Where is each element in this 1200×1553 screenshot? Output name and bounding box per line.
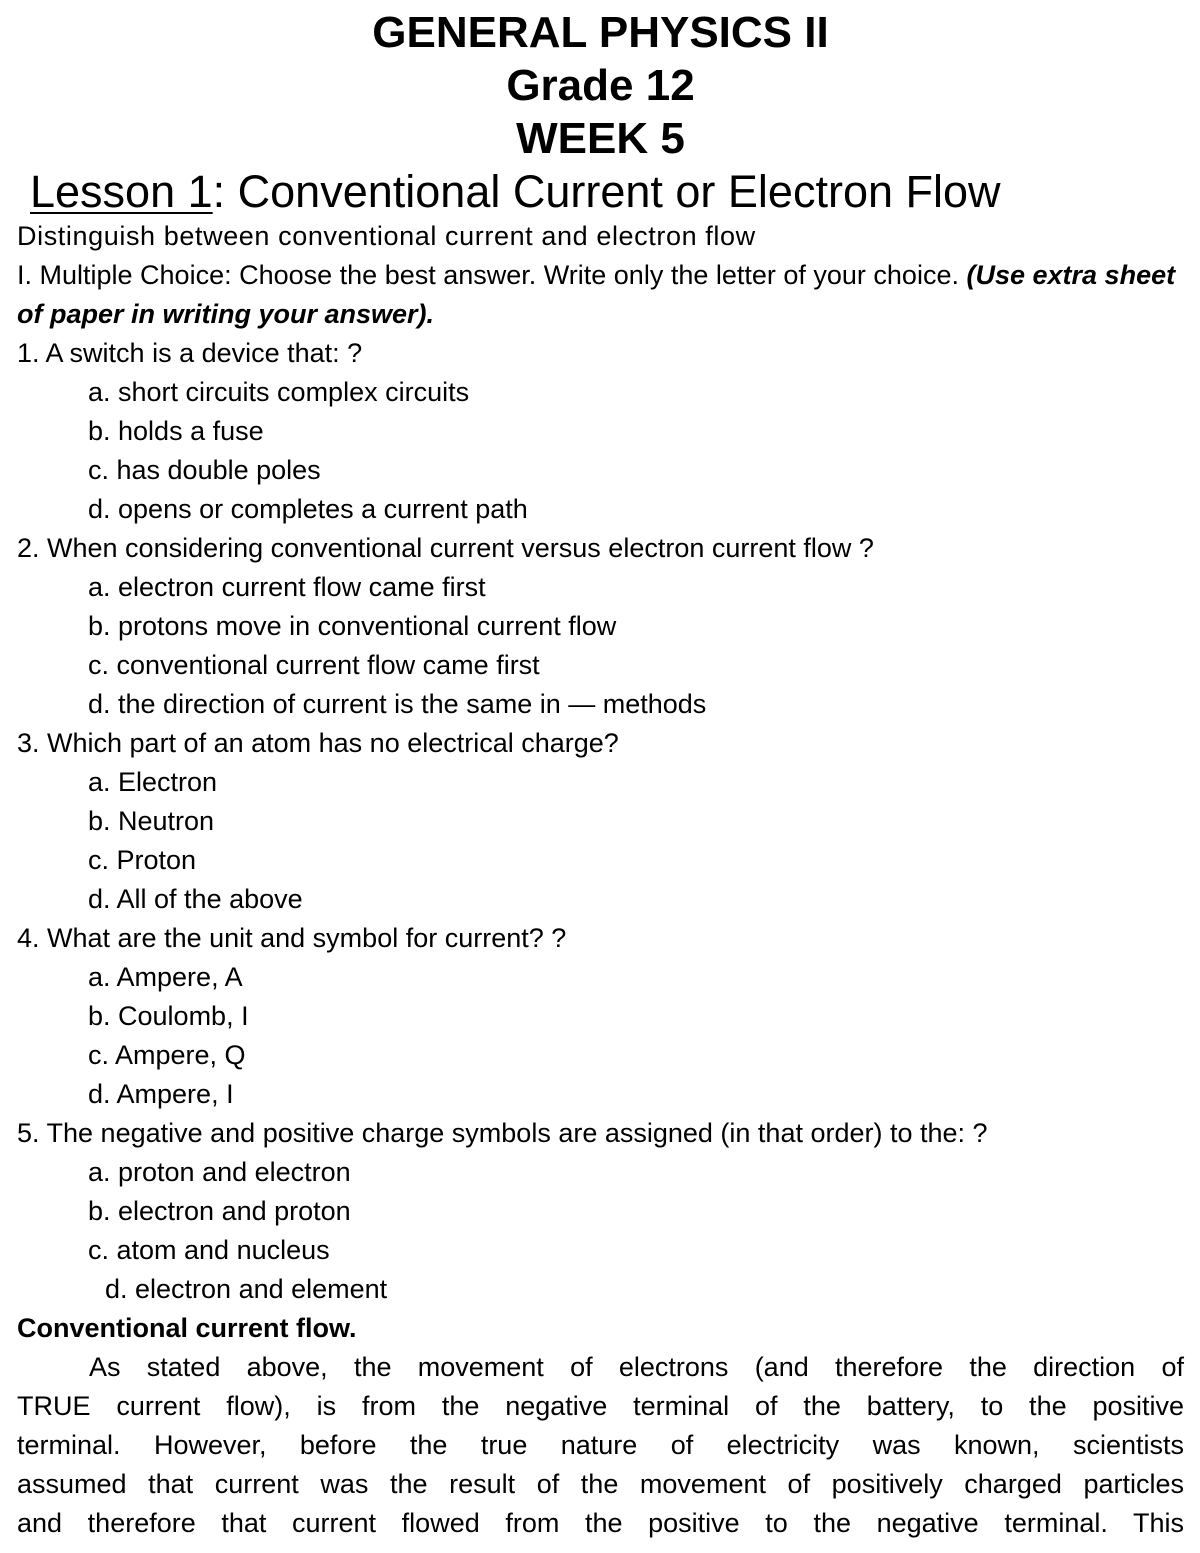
option-a: a. proton and electron — [88, 1157, 351, 1187]
option-b: b. holds a fuse — [88, 416, 264, 446]
lesson-separator: : — [212, 166, 226, 217]
paragraph-line-text: As stated above, the movement of electrons (and therefore the direction of — [89, 1352, 1184, 1382]
option-d: d. All of the above — [88, 884, 303, 914]
option-b: b. electron and proton — [88, 1196, 351, 1226]
lesson-label: Lesson 1 — [30, 166, 213, 217]
instructions-emphasis: (Use extra sheet of paper in writing your answer). — [17, 260, 1176, 329]
option-c: c. Proton — [88, 845, 197, 875]
option-b: b. Neutron — [88, 806, 215, 836]
option-a: a. short circuits complex circuits — [88, 377, 470, 407]
section-heading: Conventional current flow. — [17, 1313, 357, 1343]
question-stem: 4. What are the unit and symbol for current? ? — [17, 923, 567, 953]
grade-title: Grade 12 — [506, 61, 695, 110]
option-a: a. Electron — [88, 767, 218, 797]
instructions — [17, 256, 1184, 334]
paragraph-line: TRUE current flow), is from the negative terminal of the battery, to the positive — [17, 1391, 1184, 1421]
option-a: a. Ampere, A — [88, 962, 243, 992]
option-a: a. electron current flow came first — [88, 572, 486, 602]
question-stem: 1. A switch is a device that: ? — [17, 338, 363, 368]
question-stem: 3. Which part of an atom has no electrical charge? — [17, 728, 619, 758]
paragraph-line — [17, 1348, 1184, 1387]
lesson-title: Conventional Current or Electron Flow — [225, 166, 1001, 217]
option-c: c. has double poles — [88, 455, 321, 485]
option-c: c. Ampere, Q — [88, 1040, 246, 1070]
option-d: d. the direction of current is the same in — methods — [88, 689, 707, 719]
question-1 — [17, 334, 1184, 529]
question-stem: 2. When considering conventional current versus electron current flow ? — [17, 533, 874, 563]
section-paragraph — [17, 1348, 1184, 1543]
option-d: d. opens or completes a current path — [88, 494, 528, 524]
question-stem: 5. The negative and positive charge symbols are assigned (in that order) to the: ? — [17, 1118, 988, 1148]
option-c: c. atom and nucleus — [88, 1235, 330, 1265]
option-b: b. protons move in conventional current flow — [88, 611, 617, 641]
question-5 — [17, 1114, 1184, 1309]
subject-title: GENERAL PHYSICS II — [372, 8, 829, 57]
question-3 — [17, 724, 1184, 919]
option-d: d. electron and element — [105, 1274, 388, 1304]
question-4 — [17, 919, 1184, 1114]
instructions-text: I. Multiple Choice: Choose the best answer. Write only the letter of your choice. — [17, 260, 967, 290]
option-c: c. conventional current flow came first — [88, 650, 540, 680]
paragraph-line: and therefore that current flowed from the positive to the negative terminal. This — [17, 1508, 1184, 1538]
option-d: d. Ampere, I — [88, 1079, 234, 1109]
paragraph-line: terminal. However, before the true nature of electricity was known, scientists — [17, 1430, 1184, 1460]
option-b: b. Coulomb, I — [88, 1001, 249, 1031]
lesson-heading — [30, 167, 1184, 217]
learning-competency: Distinguish between conventional current and electron flow — [17, 221, 756, 251]
question-2 — [17, 529, 1184, 724]
week-title: WEEK 5 — [516, 114, 685, 163]
paragraph-line: assumed that current was the result of the movement of positively charged particles — [17, 1469, 1184, 1499]
